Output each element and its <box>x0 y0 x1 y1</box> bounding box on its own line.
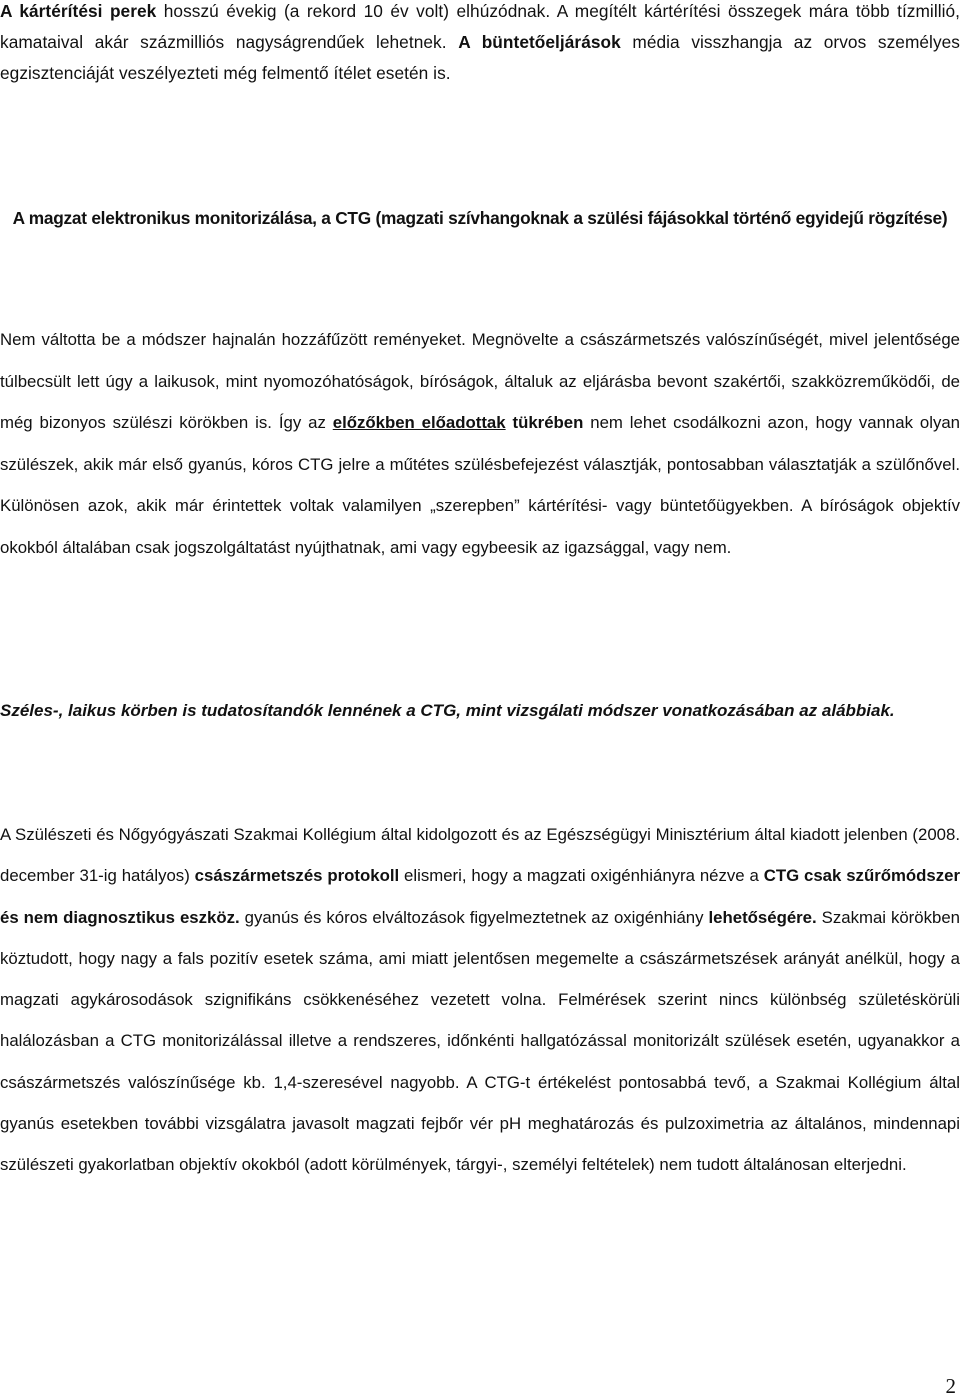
text-run: hosszú évekig (a rekord 10 év volt) elhúzódnak. A megítélt kártérítési összegek mára több tízmillió, kamataival akár százmilliós nagyságrendűek lehetnek. <box>0 1 960 52</box>
text-run: A Szülészeti és Nőgyógyászati Szakmai Kollégium által kidolgozott és az Egészségügyi Minisztérium által kiadott jelenben (2008. december 31-ig hatályos) <box>0 825 960 886</box>
emphasized-text: császármetszés protokoll <box>194 866 400 886</box>
text-run: média visszhangja az orvos személyes egzisztenciáját veszélyezteti még felmentő ítélet esetén is. <box>0 32 960 83</box>
section-heading-ctg: A magzat elektronikus monitorizálása, a CTG (magzati szívhangoknak a szülési fájásokkal történő egyidejű rögzítése) <box>12 208 948 228</box>
emphasized-text: előzőkben előadottak <box>332 413 506 432</box>
text-run: nem lehet csodálkozni azon, hogy vannak olyan szülészek, akik már első gyanús, kóros CTG jelre a műtétes szülésbefejezést választják, pontosabban választatják a szülőnővel. Különösen azok, akik már érintettek voltak valamilyen „szerepben” kártérítési- vagy büntetőügyekben. A bíróságok objektív okokból általában csak jogszolgáltatást nyújthatnak, ami vagy egybeesik az igazsággal, vagy nem. <box>0 413 960 557</box>
text-run: elismeri, hogy a magzati oxigénhiányra nézve a <box>399 866 764 886</box>
emphasized-text: tükrében <box>505 413 584 432</box>
emphasized-text: CTG csak szűrőmódszer és nem diagnosztikus eszköz. <box>0 866 960 927</box>
paragraph-ctg-expectations <box>0 319 960 568</box>
page-number: 2 <box>945 1374 956 1398</box>
emphasized-text: A kártérítési perek <box>0 1 157 21</box>
text-run: Szakmai körökben köztudott, hogy nagy a fals pozitív esetek száma, ami miatt jelentősen megemelte a császármetszések arányát anélkül, hogy a magzati agykárosodások szignifikáns csökkenéséhez vezetett volna. Felmérések szerint nincs különbség születéskörüli halálozásban a CTG monitorizálással illetve a rendszeres, időnkénti hallgatózással monitorizált szülések esetén, ugyanakkor a császármetszés valószínűsége kb. 1,4-szeresével nagyobb. A CTG-t értékelést pontosabbá tevő, a Szakmai Kollégium által gyanús esetekben további vizsgálatra javasolt magzati fejbőr vér pH meghatározás és pulzoximetria az általános, mindennapi szülészeti gyakorlatban objektív okokból (adott körülmények, tárgyi-, személyi feltételek) nem tudott általánosan elterjedni. <box>0 907 960 1175</box>
text-run: Nem váltotta be a módszer hajnalán hozzáfűzött reményeket. Megnövelte a császármetszés valószínűségét, mivel jelentősége túlbecsült lett úgy a laikusok, mint nyomozóhatóságok, bíróságok, általuk az eljárásba bevont szakértői, szakközreműködői, de még bizonyos szülészi körökben is. Így az <box>0 330 960 432</box>
paragraph-protocol <box>0 814 960 1186</box>
paragraph-damages <box>0 0 960 89</box>
text-run: gyanús és kóros elváltozások figyelmeztetnek az oxigénhiány <box>239 907 709 927</box>
emphasized-text: lehetőségére. <box>708 907 817 927</box>
paragraph-public-awareness: Széles-, laikus körben is tudatosítandók lennének a CTG, mint vizsgálati módszer vonatkozásában az alábbiak. <box>0 701 895 720</box>
emphasized-text: A büntetőeljárások <box>458 32 621 52</box>
